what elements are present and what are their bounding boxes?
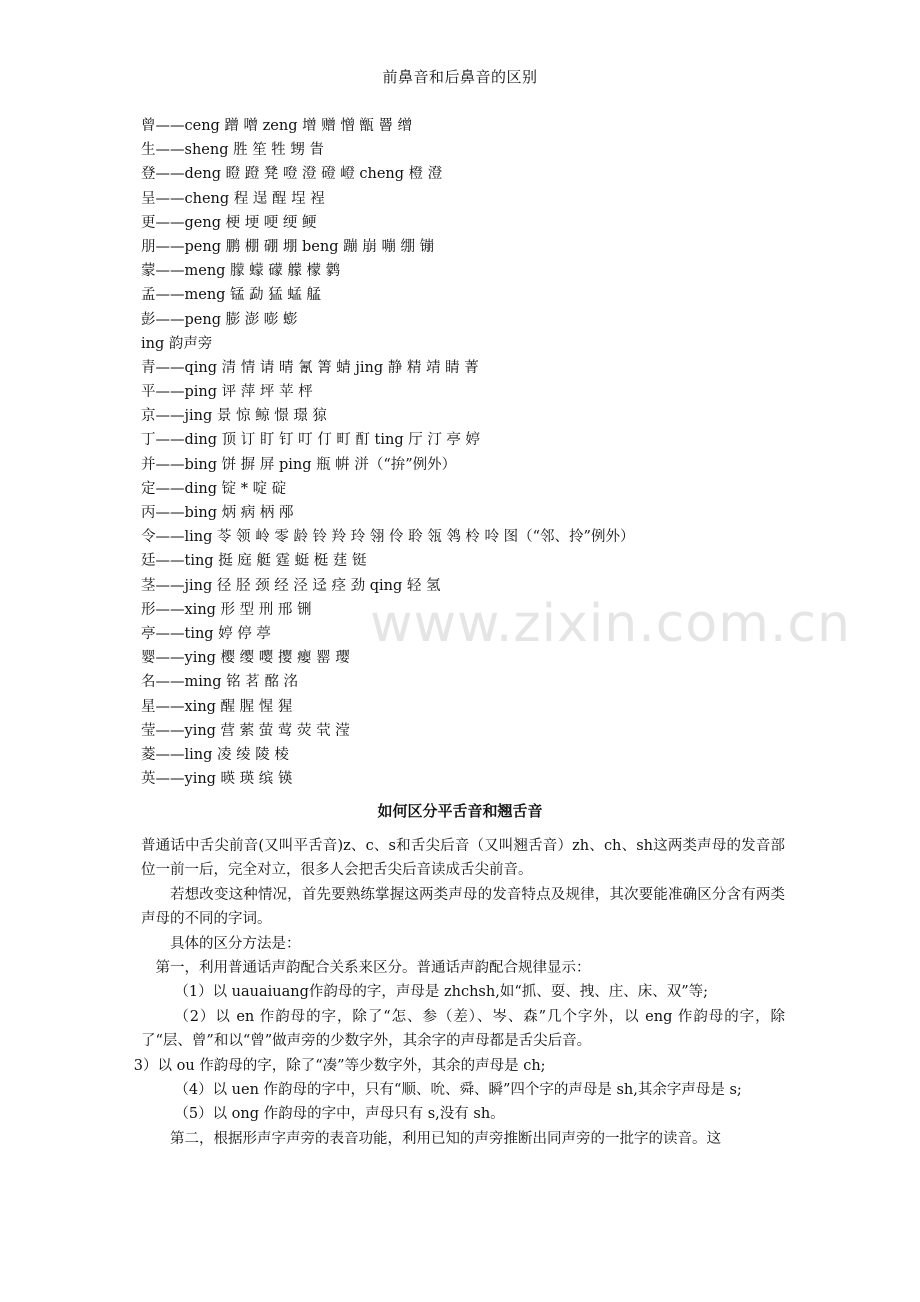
list-item: 英——ying 暎 瑛 缤 锳 bbox=[141, 771, 293, 788]
paragraph: 若想改变这种情况，首先要熟练掌握这两类声母的发音特点及规律，其次要能准确区分含有两类声母的不同的字词。 bbox=[141, 886, 785, 928]
watermark: www.zixin.com.cn bbox=[370, 594, 851, 654]
list-item: 呈——cheng 程 逞 酲 埕 裎 bbox=[141, 190, 325, 207]
list-item: 朋——peng 鹏 棚 硼 堋 beng 蹦 崩 嘣 绷 镚 bbox=[141, 238, 435, 255]
list-item: 廷——ting 挺 庭 艇 霆 蜓 梃 莛 铤 bbox=[141, 553, 367, 570]
list-item: 名——ming 铭 茗 酩 洺 bbox=[141, 674, 298, 691]
list-item: 婴——ying 樱 缨 嘤 撄 瘿 罂 璎 bbox=[141, 650, 350, 667]
list-subheading: ing 韵声旁 bbox=[141, 335, 213, 352]
list-item: 丙——bing 炳 病 柄 邴 bbox=[141, 505, 294, 521]
list-item: 更——geng 梗 埂 哽 绠 鲠 bbox=[141, 214, 317, 231]
paragraph: （2）以 en 作韵母的字，除了“怎、参（差）、岑、森”几个字外，以 eng 作韵母的字，除了“层、曾”和以“曾”做声旁的少数字外，其余字的声母都是舌尖后音。 bbox=[141, 1008, 785, 1050]
list-item: 京——jing 景 惊 鲸 憬 璟 猄 bbox=[141, 408, 327, 425]
list-item: 孟——meng 锰 勐 猛 蜢 艋 bbox=[141, 287, 321, 304]
list-item: 蒙——meng 朦 蠓 礞 艨 檬 鹲 bbox=[141, 263, 341, 280]
list-item: 莹——ying 营 萦 萤 莺 荧 茕 滢 bbox=[141, 722, 350, 739]
list-item: 亭——ting 婷 停 葶 bbox=[141, 625, 271, 642]
list-item: 登——deng 瞪 蹬 凳 噔 澄 磴 嶝 cheng 橙 澄 bbox=[141, 166, 443, 183]
paragraph: （5）以 ong 作韵母的字中，声母只有 s,没有 sh。 bbox=[174, 1106, 505, 1123]
list-item: 生——sheng 胜 笙 牲 甥 眚 bbox=[141, 142, 325, 159]
section-title: 如何区分平舌音和翘舌音 bbox=[377, 802, 543, 820]
list-item: 菱——ling 凌 绫 陵 棱 bbox=[141, 746, 289, 763]
list-item: 定——ding 锭 * 啶 碇 bbox=[141, 480, 287, 497]
list-item: 曾——ceng 蹭 噌 zeng 增 赠 憎 甑 罾 缯 bbox=[141, 118, 413, 134]
list-item: 丁——ding 顶 订 盯 钉 叮 仃 町 酊 ting 厅 汀 亭 婷 bbox=[141, 432, 481, 449]
paragraph: 第一，利用普通话声韵配合关系来区分。普通话声韵配合规律显示： bbox=[155, 960, 591, 977]
paragraph: 第二，根据形声字声旁的表音功能，利用已知的声旁推断出同声旁的一批字的读音。这 bbox=[170, 1130, 721, 1147]
character-list bbox=[141, 114, 801, 791]
list-item: 并——bing 饼 摒 屏 ping 瓶 帲 洴（“拚”例外） bbox=[141, 456, 457, 473]
body-text bbox=[133, 834, 785, 1151]
list-item: 平——ping 评 萍 坪 苹 枰 bbox=[141, 384, 313, 401]
list-item: 青——qing 清 情 请 晴 氰 箐 蜻 jing 静 精 靖 睛 菁 bbox=[141, 359, 479, 376]
paragraph: （1）以 uauaiuang作韵母的字，声母是 zhchsh,如“抓、耍、拽、庄、床、双”等; bbox=[174, 984, 709, 1001]
paragraph: 具体的区分方法是： bbox=[170, 935, 301, 952]
page-title: 前鼻音和后鼻音的区别 bbox=[382, 68, 538, 86]
list-item: 茎——jing 径 胫 颈 经 泾 迳 痉 劲 qing 轻 氢 bbox=[141, 577, 441, 594]
list-item: 形——xing 形 型 刑 邢 铏 bbox=[141, 601, 312, 618]
paragraph: 3）以 ou 作韵母的字，除了“凑”等少数字外，其余的声母是 ch; bbox=[133, 1057, 546, 1074]
list-item: 彭——peng 膨 澎 嘭 蟛 bbox=[141, 311, 298, 328]
list-item: 令——ling 苓 领 岭 零 龄 铃 羚 玲 翎 伶 聆 瓴 鸰 柃 呤 图（“邻、拎”例外） bbox=[141, 529, 635, 546]
paragraph: （4）以 uen 作韵母的字中，只有“顺、吮、舜、瞬”四个字的声母是 sh,其余字声母是 s; bbox=[174, 1082, 742, 1099]
paragraph: 普通话中舌尖前音(又叫平舌音)z、c、s和舌尖后音（又叫翘舌音）zh、ch、sh这两类声母的发音部位一前一后，完全对立，很多人会把舌尖后音读成舌尖前音。 bbox=[141, 838, 785, 879]
list-item: 星——xing 醒 腥 惺 猩 bbox=[141, 698, 293, 715]
